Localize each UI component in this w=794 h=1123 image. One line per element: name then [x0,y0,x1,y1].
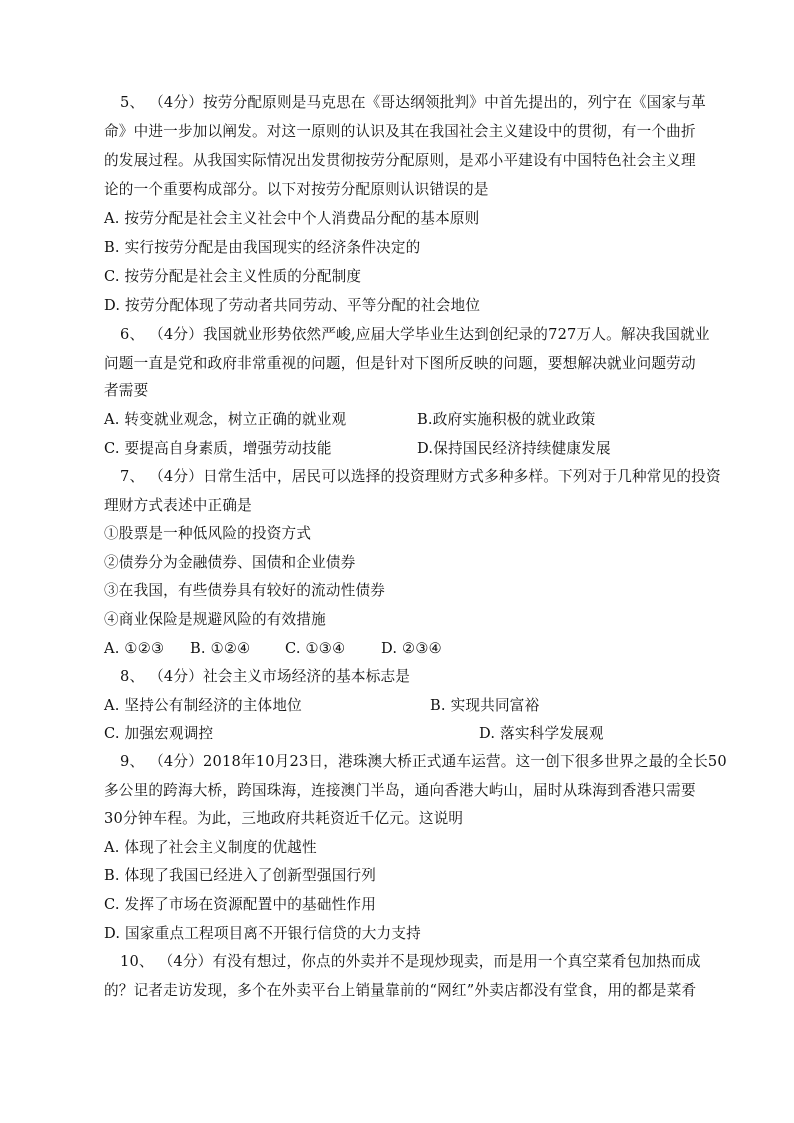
q8-option-a: A. 坚持公有制经济的主体地位 [104,697,302,714]
q5-line-1: 5、 （4分）按劳分配原则是马克思在《哥达纲领批判》中首先提出的，列宁在《国家与革 [120,94,706,111]
q6-line-3: 者需要 [104,382,149,399]
q7-line-1: 7、 （4分）日常生活中，居民可以选择的投资理财方式多种多样。下列对于几种常见的投资 [120,468,721,485]
q5-line-2: 命》中进一步加以阐发。对这一原则的认识及其在我国社会主义建设中的贯彻，有一个曲折 [104,123,696,140]
q7-option-a: A. ①②③ [104,640,165,657]
q10-line-1: 10、 （4分）有没有想过，你点的外卖并不是现炒现卖，而是用一个真空菜肴包加热而成 [120,953,701,970]
q6-option-d: D.保持国民经济持续健康发展 [417,440,611,457]
q8-option-b: B. 实现共同富裕 [430,697,540,714]
q9-line-3: 30分钟车程。为此，三地政府共耗资近千亿元。这说明 [104,810,464,827]
q7-option-d: D. ②③④ [381,640,442,657]
q6-option-c: C. 要提高自身素质，增强劳动技能 [104,440,332,457]
q5-option-d: D. 按劳分配体现了劳动者共同劳动、平等分配的社会地位 [104,297,481,314]
q6-option-a: A. 转变就业观念，树立正确的就业观 [104,411,347,428]
q5-option-a: A. 按劳分配是社会主义社会中个人消费品分配的基本原则 [104,210,480,227]
q9-line-1: 9、 （4分）2018年10月23日，港珠澳大桥正式通车运营。这一创下很多世界之最的全长50 [120,753,727,770]
q6-line-1: 6、 （4分）我国就业形势依然严峻,应届大学毕业生达到创纪录的727万人。解决我国就业 [120,326,710,343]
q8-line-1: 8、 （4分）社会主义市场经济的基本标志是 [120,668,411,685]
q9-option-a: A. 体现了社会主义制度的优越性 [104,839,317,856]
q8-option-d: D. 落实科学发展观 [479,725,604,742]
q5-line-3: 的发展过程。从我国实际情况出发贯彻按劳分配原则，是邓小平建设有中国特色社会主义理 [104,152,696,169]
q6-option-b: B.政府实施积极的就业政策 [417,411,596,428]
q7-option-c: C. ①③④ [285,640,346,657]
q5-line-4: 论的一个重要构成部分。以下对按劳分配原则认识错误的是 [104,181,489,198]
q7-line-2: 理财方式表述中正确是 [104,497,252,514]
q7-option-b: B. ①②④ [190,640,251,657]
q7-statement-4: ④商业保险是规避风险的有效措施 [104,611,326,628]
q9-option-b: B. 体现了我国已经进入了创新型强国行列 [104,867,377,884]
q5-option-c: C. 按劳分配是社会主义性质的分配制度 [104,268,362,285]
q8-option-c: C. 加强宏观调控 [104,725,214,742]
q9-option-c: C. 发挥了市场在资源配置中的基础性作用 [104,896,377,913]
q9-option-d: D. 国家重点工程项目离不开银行信贷的大力支持 [104,925,421,942]
q7-statement-1: ①股票是一种低风险的投资方式 [104,525,312,542]
q7-statement-3: ③在我国，有些债券具有较好的流动性债券 [104,582,386,599]
q10-line-2: 的？记者走访发现，多个在外卖平台上销量靠前的“网红”外卖店都没有堂食，用的都是菜肴 [104,982,697,999]
q5-option-b: B. 实行按劳分配是由我国现实的经济条件决定的 [104,239,421,256]
q7-statement-2: ②债券分为金融债券、国债和企业债券 [104,554,356,571]
q6-line-2: 问题一直是党和政府非常重视的问题，但是针对下图所反映的问题，要想解决就业问题劳动 [104,355,696,372]
q9-line-2: 多公里的跨海大桥，跨国珠海，连接澳门半岛，通向香港大屿山，届时从珠海到香港只需要 [104,782,696,799]
